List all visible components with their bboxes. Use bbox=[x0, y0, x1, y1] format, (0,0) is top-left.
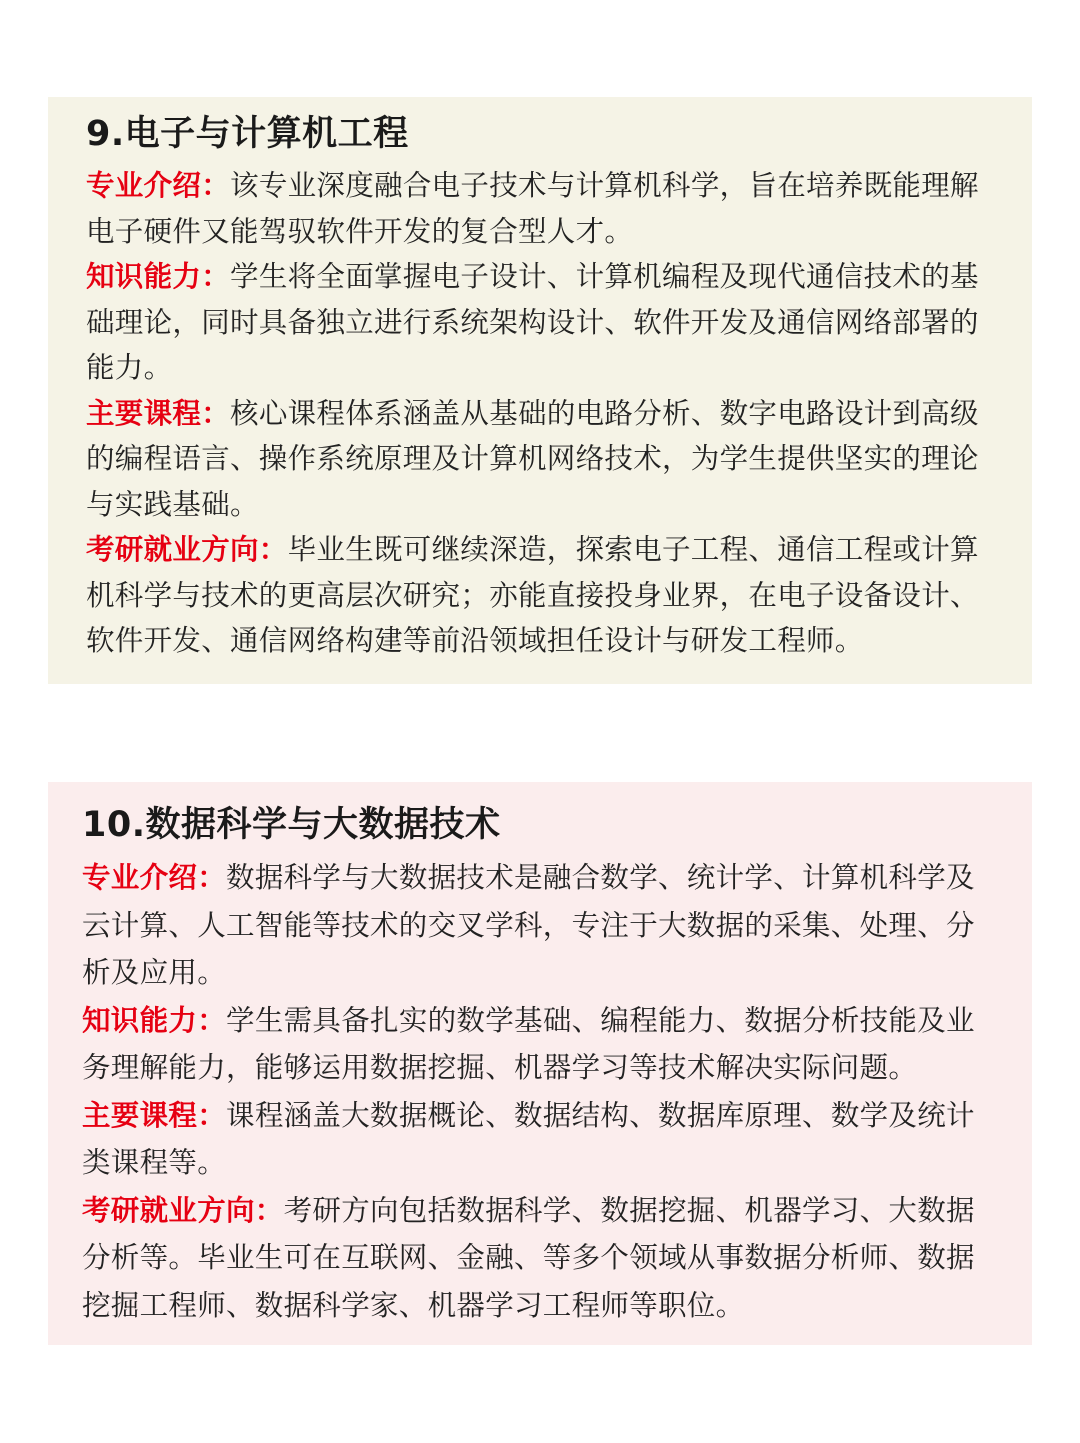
intro-label: 专业介绍： bbox=[86, 169, 231, 202]
intro-label: 专业介绍： bbox=[82, 861, 227, 894]
intro-text: 该专业深度融合电子技术与计算机科学，旨在培养既能理解电子硬件又能驾驭软件开发的复合型人才。 bbox=[86, 169, 979, 248]
career-paragraph bbox=[86, 527, 1000, 664]
intro-paragraph bbox=[86, 163, 1000, 254]
major-card-data-science-big-data bbox=[48, 782, 1032, 1345]
courses-paragraph bbox=[86, 391, 1000, 528]
courses-label: 主要课程： bbox=[86, 396, 231, 430]
ability-text: 学生将全面掌握电子设计、计算机编程及现代通信技术的基础理论，同时具备独立进行系统架构设计、软件开发及通信网络部署的能力。 bbox=[86, 260, 979, 384]
ability-text: 学生需具备扎实的数学基础、编程能力、数据分析技能及业务理解能力，能够运用数据挖掘、机器学习等技术解决实际问题。 bbox=[82, 1003, 975, 1084]
ability-label: 知识能力： bbox=[86, 260, 231, 293]
ability-label: 知识能力： bbox=[82, 1003, 227, 1037]
ability-paragraph bbox=[86, 254, 1000, 391]
courses-text: 核心课程体系涵盖从基础的电路分析、数字电路设计到高级的编程语言、操作系统原理及计算机网络技术，为学生提供坚实的理论与实践基础。 bbox=[86, 396, 979, 521]
ability-paragraph bbox=[82, 997, 998, 1092]
major-title: 9.电子与计算机工程 bbox=[86, 114, 409, 154]
major-card-electronic-computer-engineering bbox=[48, 97, 1032, 684]
intro-paragraph bbox=[82, 854, 998, 997]
career-label: 考研就业方向： bbox=[86, 533, 288, 566]
courses-paragraph bbox=[82, 1092, 998, 1187]
courses-label: 主要课程： bbox=[82, 1098, 227, 1132]
intro-text: 数据科学与大数据技术是融合数学、统计学、计算机科学及云计算、人工智能等技术的交叉学科，专注于大数据的采集、处理、分析及应用。 bbox=[82, 861, 975, 989]
courses-text: 课程涵盖大数据概论、数据结构、数据库原理、数学及统计类课程等。 bbox=[82, 1098, 975, 1179]
career-text: 考研方向包括数据科学、数据挖掘、机器学习、大数据分析等。毕业生可在互联网、金融、等多个领域从事数据分析师、数据挖掘工程师、数据科学家、机器学习工程师等职位。 bbox=[82, 1193, 975, 1322]
career-text: 毕业生既可继续深造，探索电子工程、通信工程或计算机科学与技术的更高层次研究；亦能直接投身业界，在电子设备设计、软件开发、通信网络构建等前沿领域担任设计与研发工程师。 bbox=[86, 533, 979, 657]
career-paragraph bbox=[82, 1187, 998, 1330]
major-title: 10.数据科学与大数据技术 bbox=[82, 805, 501, 845]
career-label: 考研就业方向： bbox=[82, 1193, 284, 1227]
